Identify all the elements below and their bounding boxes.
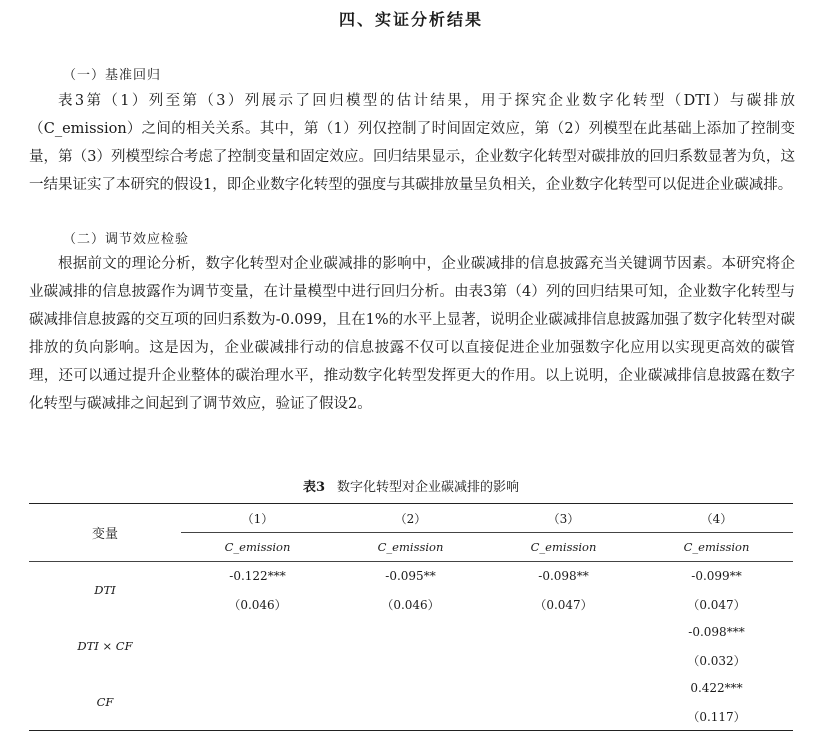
dependent-variable: C_emission	[640, 533, 793, 562]
row-variable: DTI	[94, 583, 116, 597]
std-error-cell: （0.117）	[640, 702, 793, 731]
std-error-cell: （0.047）	[534, 597, 593, 612]
paragraph-baseline: 表3第（1）列至第（3）列展示了回归模型的估计结果，用于探究企业数字化转型（DTI）与碳排放（C_emission）之间的相关关系。其中，第（1）列仅控制了时间固定效应，第（2）列模型在此基础上添加了控制变量，第（3）列模型综合考虑了控制变量和固定效应。回归结果显示，企业数字化转型对碳排放的回归系数显著为负，这一结果证实了本研究的假设1，即企业数字化转型的强度与其碳排放量呈负相关，企业数字化转型可以促进企业碳减排。	[29, 93, 795, 193]
std-error-cell	[334, 702, 487, 731]
std-error-cell	[487, 702, 640, 731]
dependent-variable: C_emission	[181, 533, 334, 562]
subsection-heading-moderation: （二）调节效应检验	[63, 232, 190, 247]
coefficient-cell: -0.098***	[688, 625, 745, 639]
coefficient-cell: -0.099**	[691, 569, 742, 583]
std-error-cell	[181, 646, 334, 674]
coefficient-cell	[487, 674, 640, 702]
column-header: （3）	[487, 504, 640, 533]
paragraph-moderation: 根据前文的理论分析，数字化转型对企业碳减排的影响中，企业碳减排的信息披露充当关键调节因素。本研究将企业碳减排的信息披露作为调节变量，在计量模型中进行回归分析。由表3第（4）列的回归结果可知，企业数字化转型与碳减排信息披露的交互项的回归系数为-0.099，且在1%的水平上显著，说明企业碳减排信息披露加强了数字化转型对碳排放的负向影响。这是因为，企业碳减排行动的信息披露不仅可以直接促进企业加强数字化应用以实现更高效的碳管理，还可以通过提升企业整体的碳治理水平，推动数字化转型发挥更大的作用。以上说明，企业碳减排信息披露在数字化转型与碳减排之间起到了调节效应，验证了假设2。	[29, 256, 795, 412]
std-error-cell: （0.046）	[381, 597, 440, 612]
table-label: 表3	[302, 480, 326, 495]
section-title: 四、实证分析结果	[338, 10, 483, 29]
column-header: （1）	[181, 504, 334, 533]
table-caption-text: 数字化转型对企业碳减排的影响	[337, 480, 520, 495]
column-header: （4）	[640, 504, 793, 533]
subsection-heading-baseline: （一）基准回归	[63, 68, 162, 83]
std-error-cell: （0.032）	[687, 653, 746, 668]
coefficient-cell: -0.095**	[385, 569, 436, 583]
row-variable: CF	[29, 674, 181, 731]
table-row-coef	[29, 674, 793, 702]
dependent-variable: C_emission	[334, 533, 487, 562]
coefficient-cell	[181, 618, 334, 646]
coefficient-cell	[181, 674, 334, 702]
row-variable: DTI × CF	[77, 639, 133, 653]
coefficient-cell	[334, 618, 487, 646]
std-error-cell	[181, 702, 334, 731]
table-row-coef	[29, 618, 793, 646]
std-error-cell: （0.046）	[228, 597, 287, 612]
coefficient-cell	[487, 618, 640, 646]
table-caption	[0, 476, 822, 495]
regression-table	[29, 503, 793, 731]
coefficient-cell: -0.122***	[229, 569, 286, 583]
column-header: （2）	[334, 504, 487, 533]
dependent-variable: C_emission	[487, 533, 640, 562]
variable-header: 变量	[29, 504, 181, 562]
coefficient-cell: 0.422***	[690, 681, 743, 695]
std-error-cell	[487, 646, 640, 674]
table-row-coef	[29, 562, 793, 591]
coefficient-cell	[334, 674, 487, 702]
coefficient-cell: -0.098**	[538, 569, 589, 583]
std-error-cell: （0.047）	[687, 597, 746, 612]
std-error-cell	[334, 646, 487, 674]
